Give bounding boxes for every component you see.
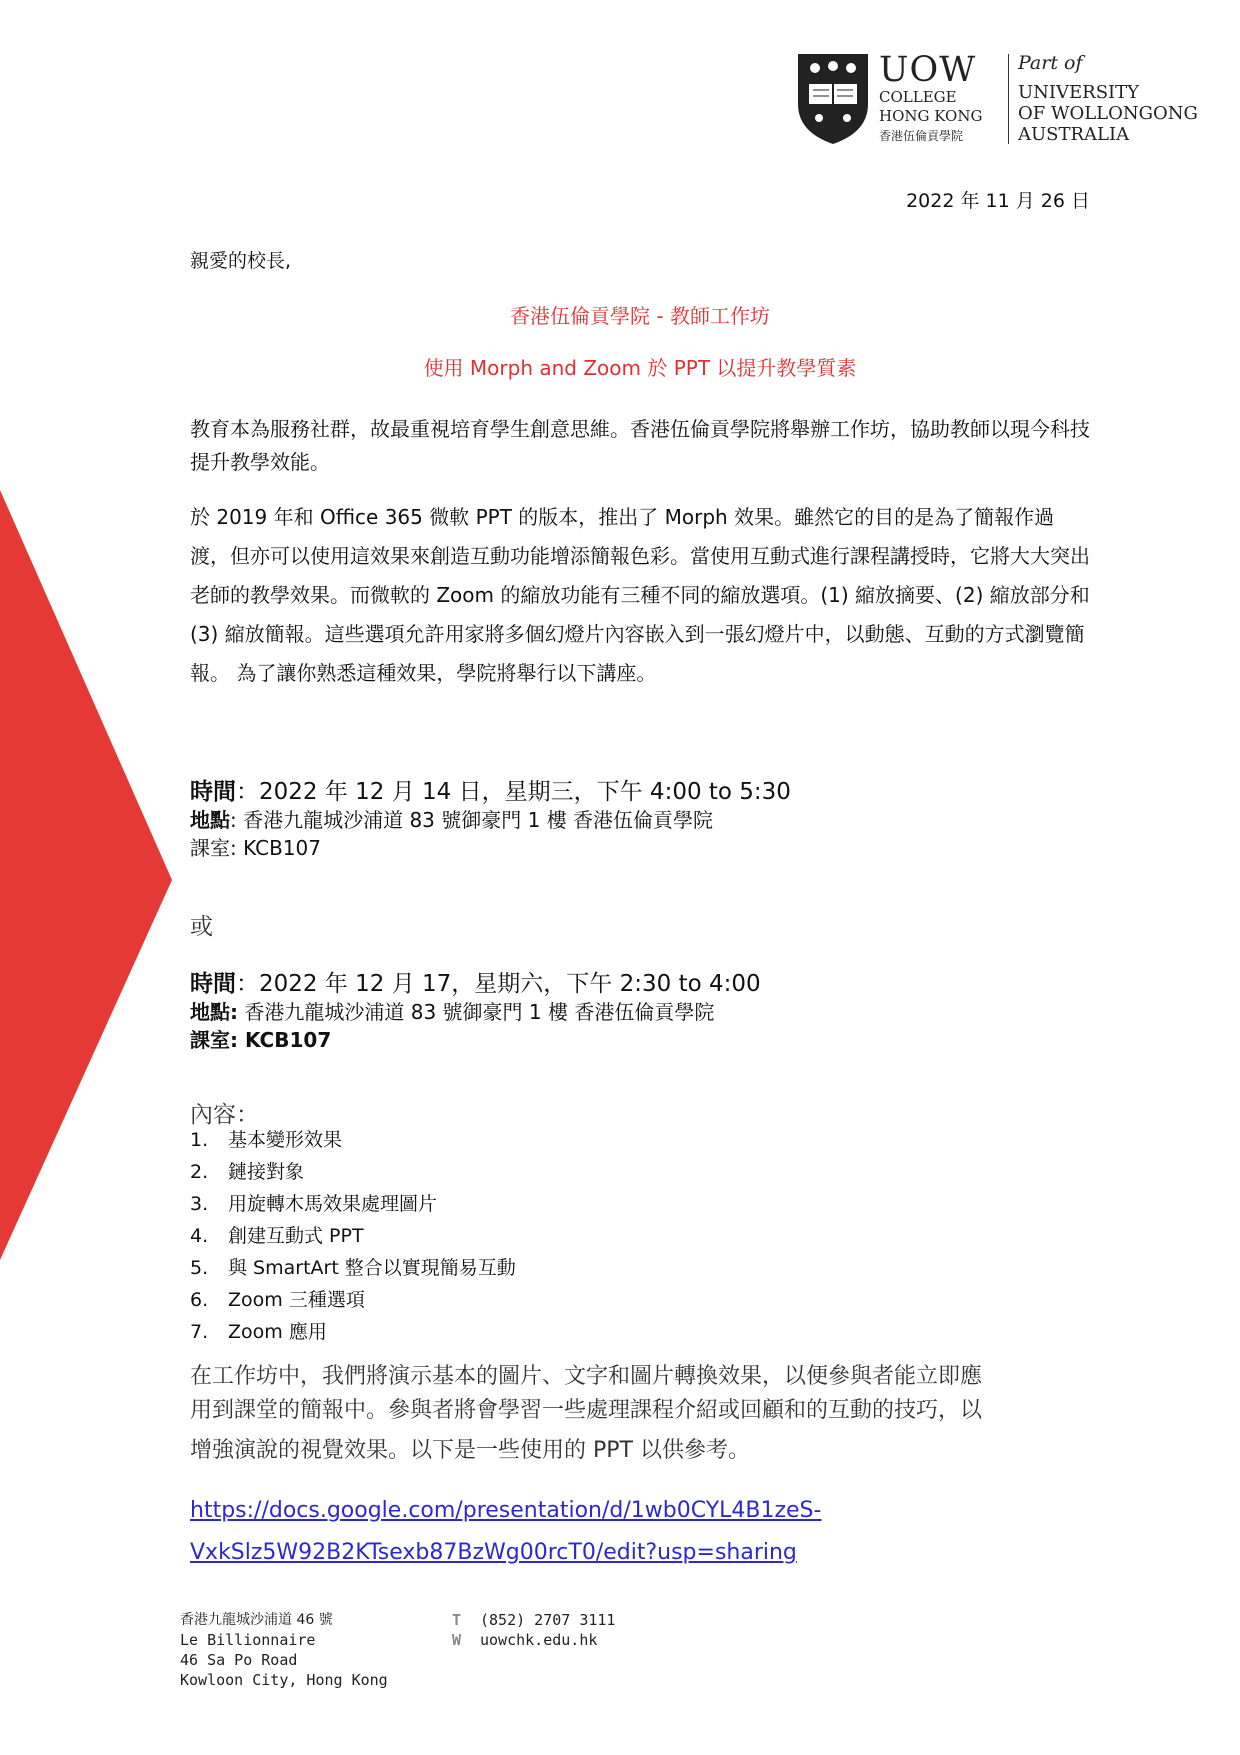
session-2-room-label: 課室: KCB107 (190, 1028, 332, 1052)
list-item: 1. 基本變形效果 (190, 1129, 343, 1151)
session-1-place-label: 地點 (190, 808, 230, 832)
phone-number: (852) 2707 3111 (480, 1611, 616, 1629)
paragraph3-line-2: 用到課堂的簡報中。參與者將會學習一些處理課程介紹或回顧和的互動的技巧，以 (190, 1398, 983, 1423)
uow-college-logo (795, 50, 1215, 150)
logo-part-of: Part of (1018, 52, 1083, 74)
session-2-room (190, 1026, 761, 1054)
content-heading: 內容： (190, 1102, 259, 1128)
web-label: W (452, 1631, 462, 1649)
paragraph3-line-3: 增強演說的視覺效果。以下是一些使用的 PPT 以供參考。 (190, 1438, 750, 1463)
list-item: 7. Zoom 應用 (190, 1321, 327, 1343)
session-1-place-value: : 香港九龍城沙浦道 83 號御豪門 1 樓 香港伍倫貢學院 (230, 808, 714, 832)
session-1-room-value: : KCB107 (230, 836, 321, 860)
session-2 (190, 970, 761, 1054)
letter-date: 2022 年 11 月 26 日 (906, 190, 1090, 212)
footer-contact (452, 1610, 615, 1650)
footer-address-line-3: Kowloon City, Hong Kong (180, 1671, 388, 1689)
logo-chinese-name: 香港伍倫貢學院 (879, 129, 964, 143)
session-1-time (190, 778, 791, 806)
footer-address (180, 1610, 388, 1690)
session-1-time-value: ：2022 年 12 月 14 日，星期三，下午 4:00 to 5:30 (236, 779, 791, 805)
list-item: 4. 創建互動式 PPT (190, 1225, 364, 1247)
workshop-subtitle: 使用 Morph and Zoom 於 PPT 以提升教學質素 (423, 356, 857, 380)
session-1-time-label: 時間 (190, 779, 236, 805)
list-item: 5. 與 SmartArt 整合以實現簡易互動 (190, 1257, 516, 1279)
session-2-time (190, 970, 761, 998)
session-1-room-label: 課室 (190, 836, 230, 860)
paragraph3-line-1: 在工作坊中，我們將演示基本的圖片、文字和圖片轉換效果，以便參與者能立即應 (190, 1364, 983, 1389)
session-1-place (190, 806, 791, 834)
ppt-reference-link-line-1[interactable]: https://docs.google.com/presentation/d/1wb0CYL4B1zeS- (190, 1498, 822, 1523)
footer-phone (452, 1610, 615, 1630)
phone-label: T (452, 1611, 462, 1629)
logo-university-line-2: OF WOLLONGONG (1018, 103, 1198, 124)
or-separator: 或 (190, 914, 213, 940)
session-2-place-value: 香港九龍城沙浦道 83 號御豪門 1 樓 香港伍倫貢學院 (238, 1000, 715, 1024)
logo-divider (1008, 54, 1009, 144)
footer-address-line-1: Le Billionnaire (180, 1631, 316, 1649)
logo-college-text: COLLEGE (879, 88, 957, 106)
workshop-details-paragraph (190, 1360, 1090, 1468)
description-paragraph: 於 2019 年和 Office 365 微軟 PPT 的版本，推出了 Morph 效果。雖然它的目的是為了簡報作過渡，但亦可以使用這效果來創造互動功能增添簡報色彩。當使用互動式進行課程講授時，它將大大突出老師的教學效果。而微軟的 Zoom 的縮放功能有三種不同的縮放選項。(1) 縮放摘要、(2) 縮放部分和(3) 縮放簡報。這些選項允許用家將多個幻燈片內容嵌入到一張幻燈片中，以動態、互動的方式瀏覽簡報。 為了讓你熟悉這種效果，學院將舉行以下講座。 (190, 505, 1090, 685)
list-item: 3. 用旋轉木馬效果處理圖片 (190, 1193, 438, 1215)
intro-paragraph: 教育本為服務社群，故最重視培育學生創意思維。香港伍倫貢學院將舉辦工作坊，協助教師以現今科技提升教學效能。 (190, 417, 1090, 474)
footer-website (452, 1630, 615, 1650)
session-2-place (190, 998, 761, 1026)
logo-hongkong-text: HONG KONG (879, 107, 983, 125)
list-item: 6. Zoom 三種選項 (190, 1289, 365, 1311)
shield-icon (795, 50, 871, 146)
ppt-reference-link-line-2[interactable]: VxkSlz5W92B2KTsexb87BzWg00rcT0/edit?usp=sharing (190, 1540, 797, 1565)
website-url[interactable]: uowchk.edu.hk (480, 1631, 598, 1649)
footer-address-line-2: 46 Sa Po Road (180, 1651, 298, 1669)
logo-university-line-3: AUSTRALIA (1018, 124, 1130, 145)
session-2-time-value: ：2022 年 12 月 17，星期六，下午 2:30 to 4:00 (236, 971, 761, 997)
session-1 (190, 778, 791, 862)
workshop-title: 香港伍倫貢學院 - 教師工作坊 (510, 304, 770, 328)
footer-address-cn: 香港九龍城沙浦道 46 號 (180, 1612, 333, 1628)
list-item: 2. 鏈接對象 (190, 1161, 305, 1183)
content-list (190, 1124, 516, 1348)
session-1-room (190, 834, 791, 862)
salutation: 親愛的校長, (190, 250, 292, 272)
logo-university-line-1: UNIVERSITY (1018, 82, 1140, 103)
logo-uow-text: UOW (879, 50, 977, 90)
session-2-place-label: 地點: (190, 1000, 238, 1024)
session-2-time-label: 時間 (190, 971, 236, 997)
